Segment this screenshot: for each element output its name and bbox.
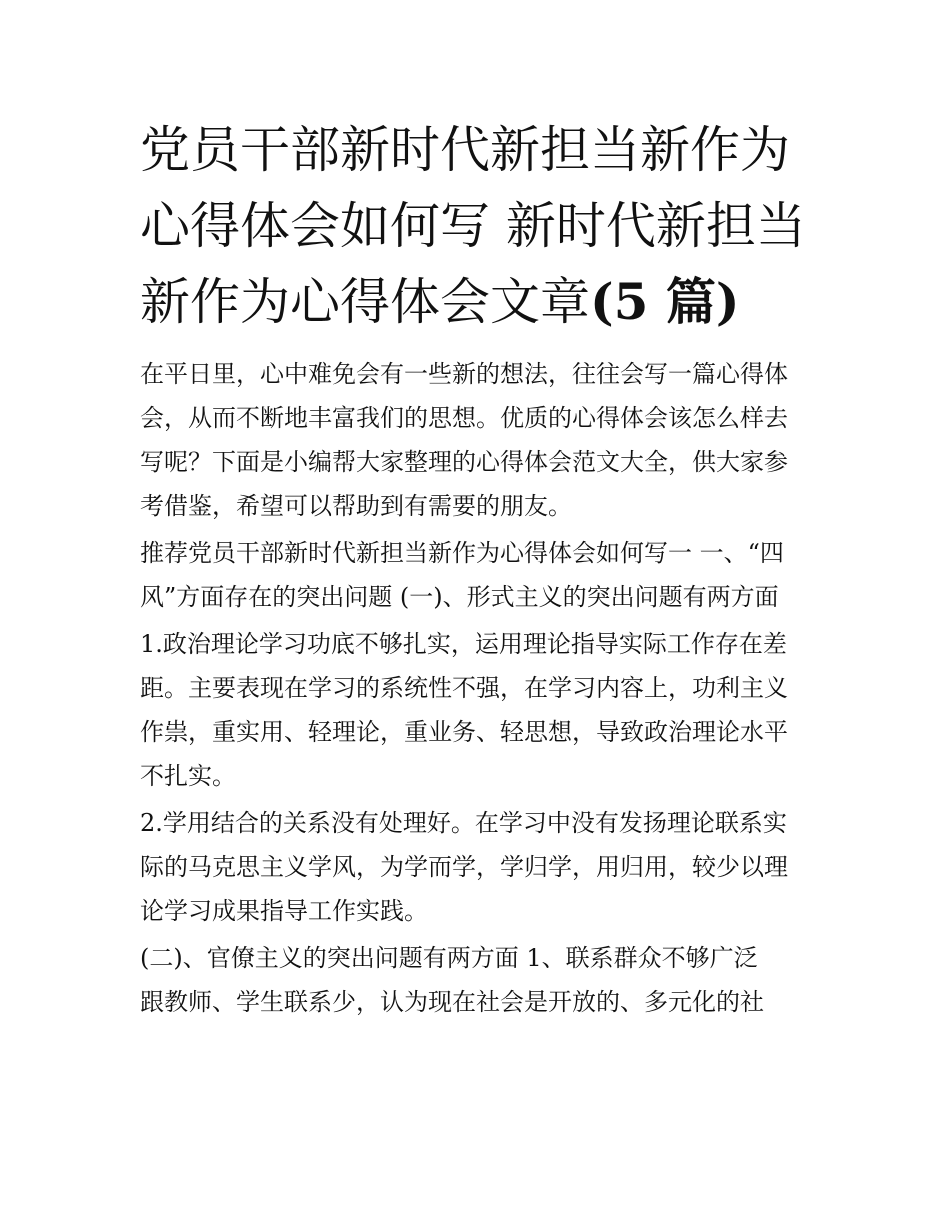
paragraph-item-2 <box>140 801 812 933</box>
paragraph-line: 论学习成果指导工作实践。 <box>140 897 428 925</box>
title-line-2: 心得体会如何写 新时代新担当 <box>140 197 806 255</box>
paragraph-line: 2.学用结合的关系没有处理好。在学习中没有发扬理论联系实 <box>140 809 787 837</box>
paragraph-item-1 <box>140 622 812 798</box>
paragraph-line: 写呢？下面是小编帮大家整理的心得体会范文大全，供大家参 <box>140 448 788 476</box>
title-line-3 <box>140 264 812 340</box>
document-page <box>140 112 812 1024</box>
paragraph-line: 际的马克思主义学风，为学而学，学归学，用归用，较少以理 <box>140 853 788 881</box>
paragraph-line: 风”方面存在的突出问题 (一)、形式主义的突出问题有两方面 <box>140 583 779 611</box>
paragraph-line: 1.政治理论学习功底不够扎实，运用理论指导实际工作存在差 <box>140 630 787 658</box>
paragraph-intro <box>140 352 812 528</box>
paragraph-line: 作祟，重实用、轻理论，重业务、轻思想，导致政治理论水平 <box>140 718 788 746</box>
paragraph-line: 会，从而不断地丰富我们的思想。优质的心得体会该怎么样去 <box>140 404 788 432</box>
paragraph-recommend <box>140 531 812 619</box>
paragraph-line: 在平日里，心中难免会有一些新的想法，往往会写一篇心得体 <box>140 360 788 388</box>
paragraph-line: 跟教师、学生联系少，认为现在社会是开放的、多元化的社 <box>140 988 764 1016</box>
title-line-3-count: (5 篇) <box>590 272 740 331</box>
paragraph-line: 距。主要表现在学习的系统性不强，在学习内容上，功利主义 <box>140 674 788 702</box>
paragraph-line: (二)、官僚主义的突出问题有两方面 1、联系群众不够广泛 <box>140 944 758 972</box>
paragraph-line: 考借鉴，希望可以帮助到有需要的朋友。 <box>140 492 572 520</box>
title-line-1: 党员干部新时代新担当新作为 <box>140 121 790 179</box>
paragraph-line: 推荐党员干部新时代新担当新作为心得体会如何写一 一、“四 <box>140 539 784 567</box>
paragraph-bureaucracy <box>140 936 812 1024</box>
title-line-3-text: 新作为心得体会文章 <box>140 273 590 331</box>
paragraph-line: 不扎实。 <box>140 762 236 790</box>
document-title <box>140 112 812 340</box>
